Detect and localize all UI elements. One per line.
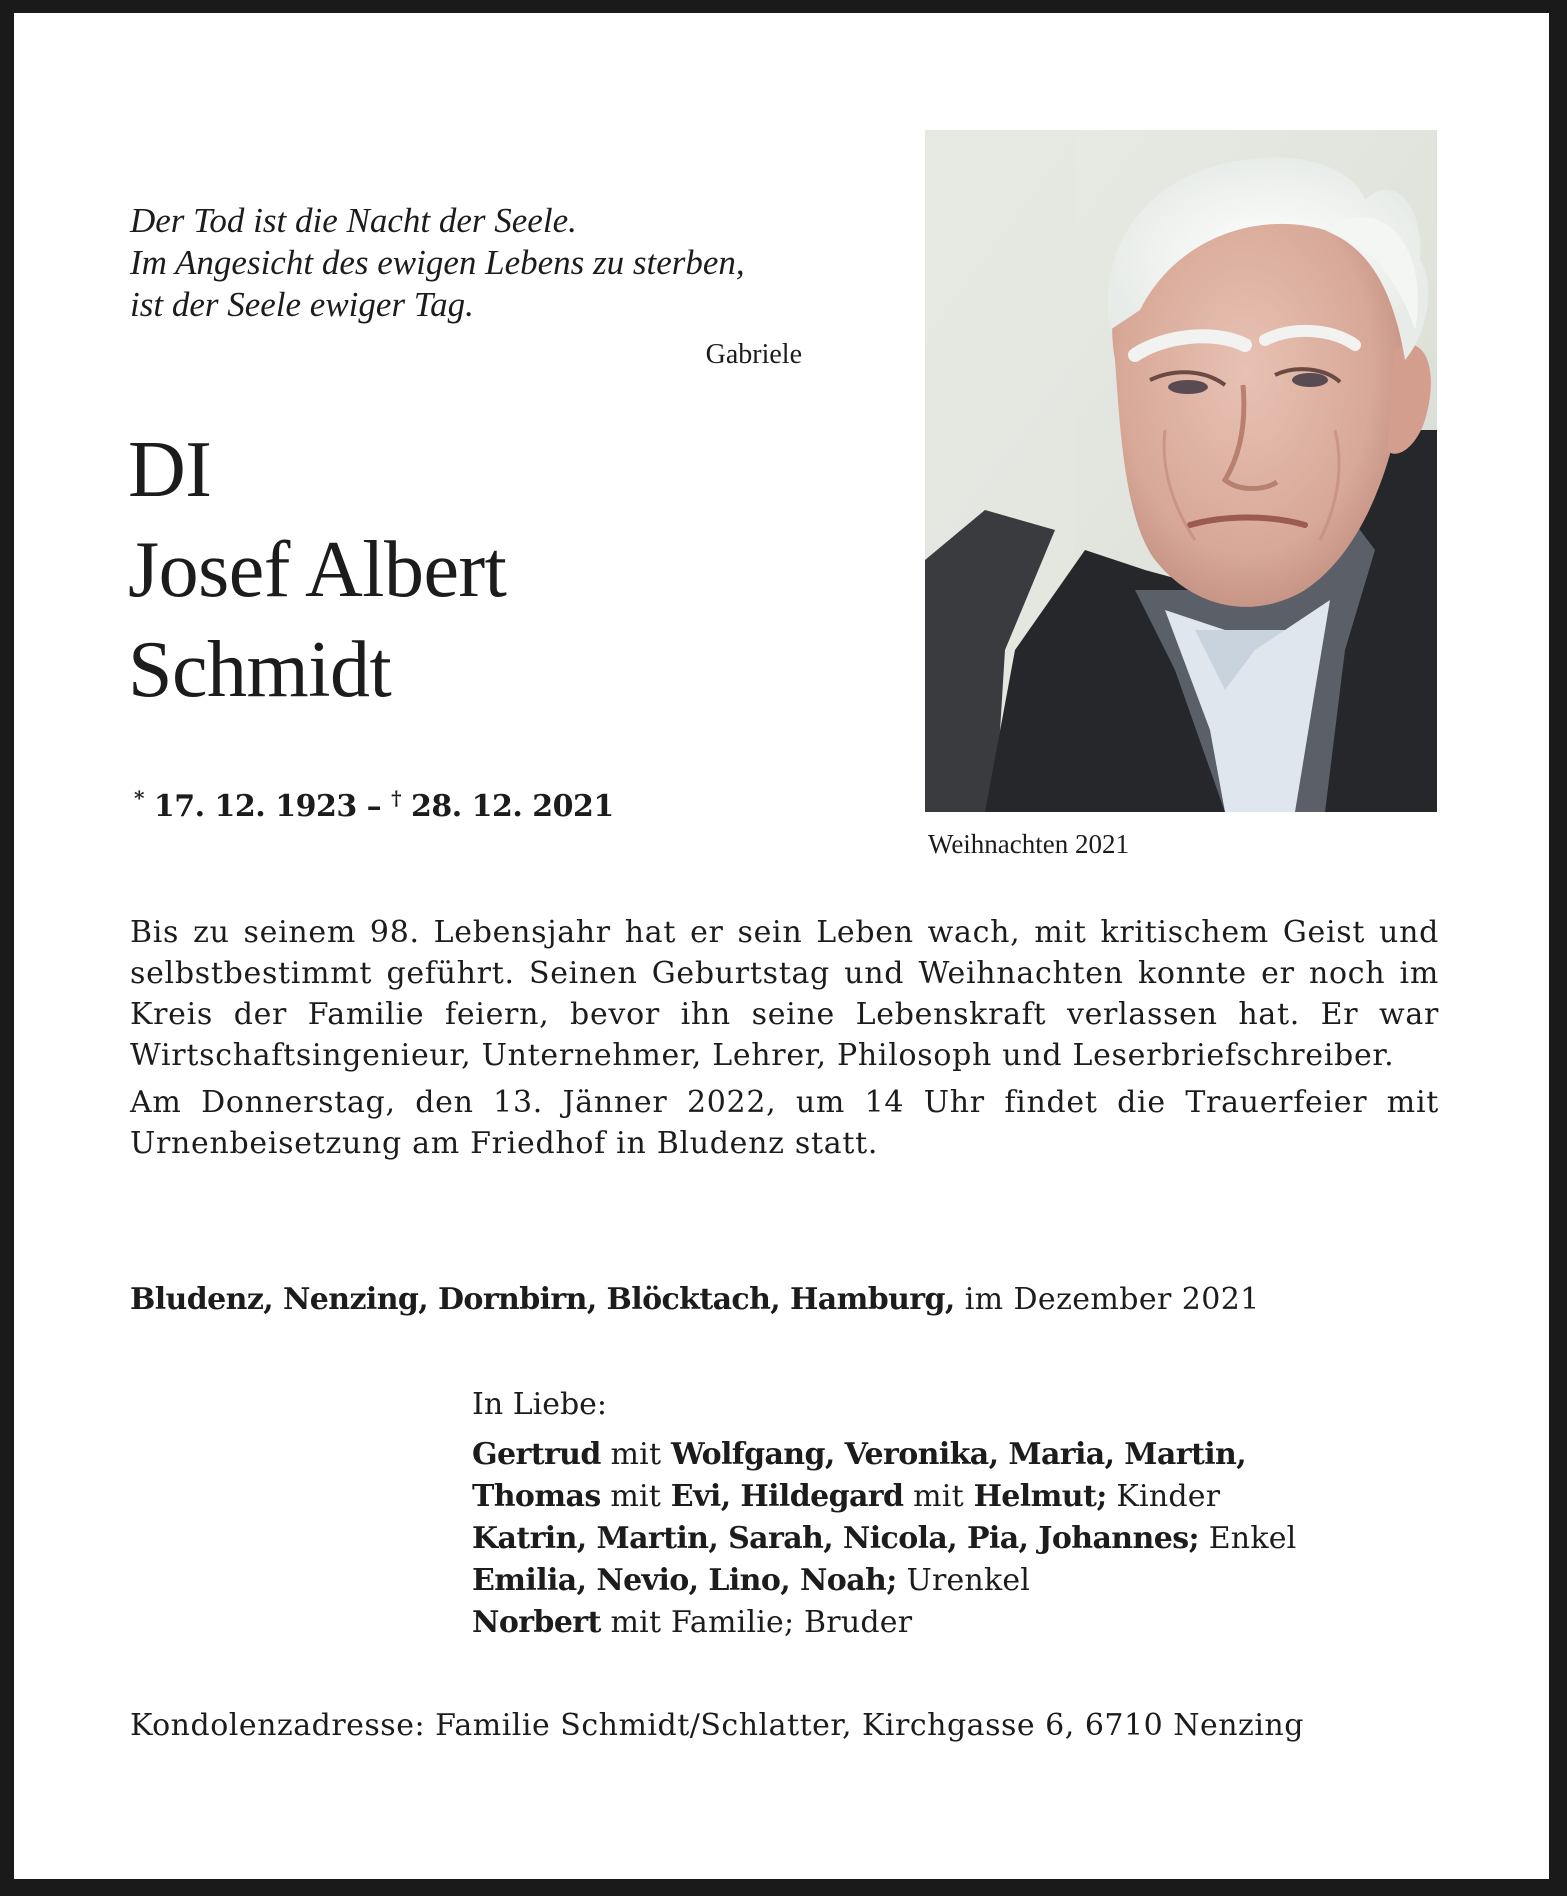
mourner-name: Gertrud <box>472 1437 601 1472</box>
mourners-line-children <box>472 1434 1296 1476</box>
mourner-name: Wolfgang, Veronika, Maria, Martin, <box>670 1437 1247 1472</box>
mourner-connector: mit <box>600 1437 671 1472</box>
birth-symbol: * <box>134 786 144 810</box>
deceased-name-line-1: Josef Albert <box>128 526 507 614</box>
mourner-name: Katrin, Martin, Sarah, Nicola, Pia, Johannes; <box>472 1521 1199 1556</box>
photo-caption: Weihnachten 2021 <box>928 829 1130 859</box>
birth-date: 17. 12. 1923 <box>153 789 357 824</box>
mourner-relation: mit Familie; Bruder <box>600 1605 913 1640</box>
mourners-line-grandchildren <box>472 1518 1296 1560</box>
mourner-name: Helmut; <box>973 1479 1107 1514</box>
date-dash: – <box>366 789 382 824</box>
deceased-title: DI <box>128 426 212 514</box>
mourner-name: Thomas <box>472 1479 601 1514</box>
places-towns: Bludenz, Nenzing, Dornbirn, Blöcktach, Hamburg, <box>130 1282 955 1317</box>
biography-paragraph: Bis zu seinem 98. Lebensjahr hat er sein Leben wach, mit kritischem Geist und selbstbestimmt geführt. Seinen Geburtstag und Weihnachten konnte er noch im Kreis der Familie feiern, bevor ihn seine Lebenskraft verlassen hat. Er war Wirtschaftsingenieur, Unternehmer, Lehrer, Philosoph und Leserbriefschreiber. <box>130 915 1439 1073</box>
mourner-connector: mit <box>903 1479 974 1514</box>
mourners-list <box>472 1434 1296 1644</box>
mourner-connector: mit <box>600 1479 671 1514</box>
deceased-name-line-2: Schmidt <box>128 626 392 714</box>
mourners-line-brother <box>472 1602 1296 1644</box>
life-dates <box>134 780 614 825</box>
motto-author: Gabriele <box>705 339 802 370</box>
mourners-line-children-2 <box>472 1476 1296 1518</box>
funeral-paragraph: Am Donnerstag, den 13. Jänner 2022, um 14 Uhr findet die Trauerfeier mit Urnenbeisetzung am Friedhof in Bludenz statt. <box>130 1085 1439 1161</box>
mourner-name: Evi, Hildegard <box>670 1479 904 1514</box>
mourner-relation: Enkel <box>1198 1521 1297 1556</box>
death-symbol: † <box>391 786 402 810</box>
death-date: 28. 12. 2021 <box>411 789 614 824</box>
mourner-relation: Urenkel <box>896 1563 1031 1598</box>
motto-line-3: ist der Seele ewiger Tag. <box>130 285 474 324</box>
mourner-name: Norbert <box>472 1605 601 1640</box>
mourners-line-great-grandchildren <box>472 1560 1296 1602</box>
portrait-photo <box>925 130 1437 812</box>
obituary-text <box>130 912 1439 1170</box>
mourner-relation: Kinder <box>1106 1479 1221 1514</box>
places-line <box>130 1280 1260 1320</box>
mourner-name: Emilia, Nevio, Lino, Noah; <box>472 1563 897 1598</box>
motto-quote <box>130 200 745 326</box>
motto-line-2: Im Angesicht des ewigen Lebens zu sterben, <box>130 243 745 282</box>
deceased-name-block <box>128 420 506 720</box>
motto-line-1: Der Tod ist die Nacht der Seele. <box>130 201 577 240</box>
places-date: im Dezember 2021 <box>964 1282 1260 1317</box>
mourners-intro: In Liebe: <box>472 1387 608 1422</box>
condolence-address: Kondolenzadresse: Familie Schmidt/Schlatter, Kirchgasse 6, 6710 Nenzing <box>130 1708 1304 1743</box>
